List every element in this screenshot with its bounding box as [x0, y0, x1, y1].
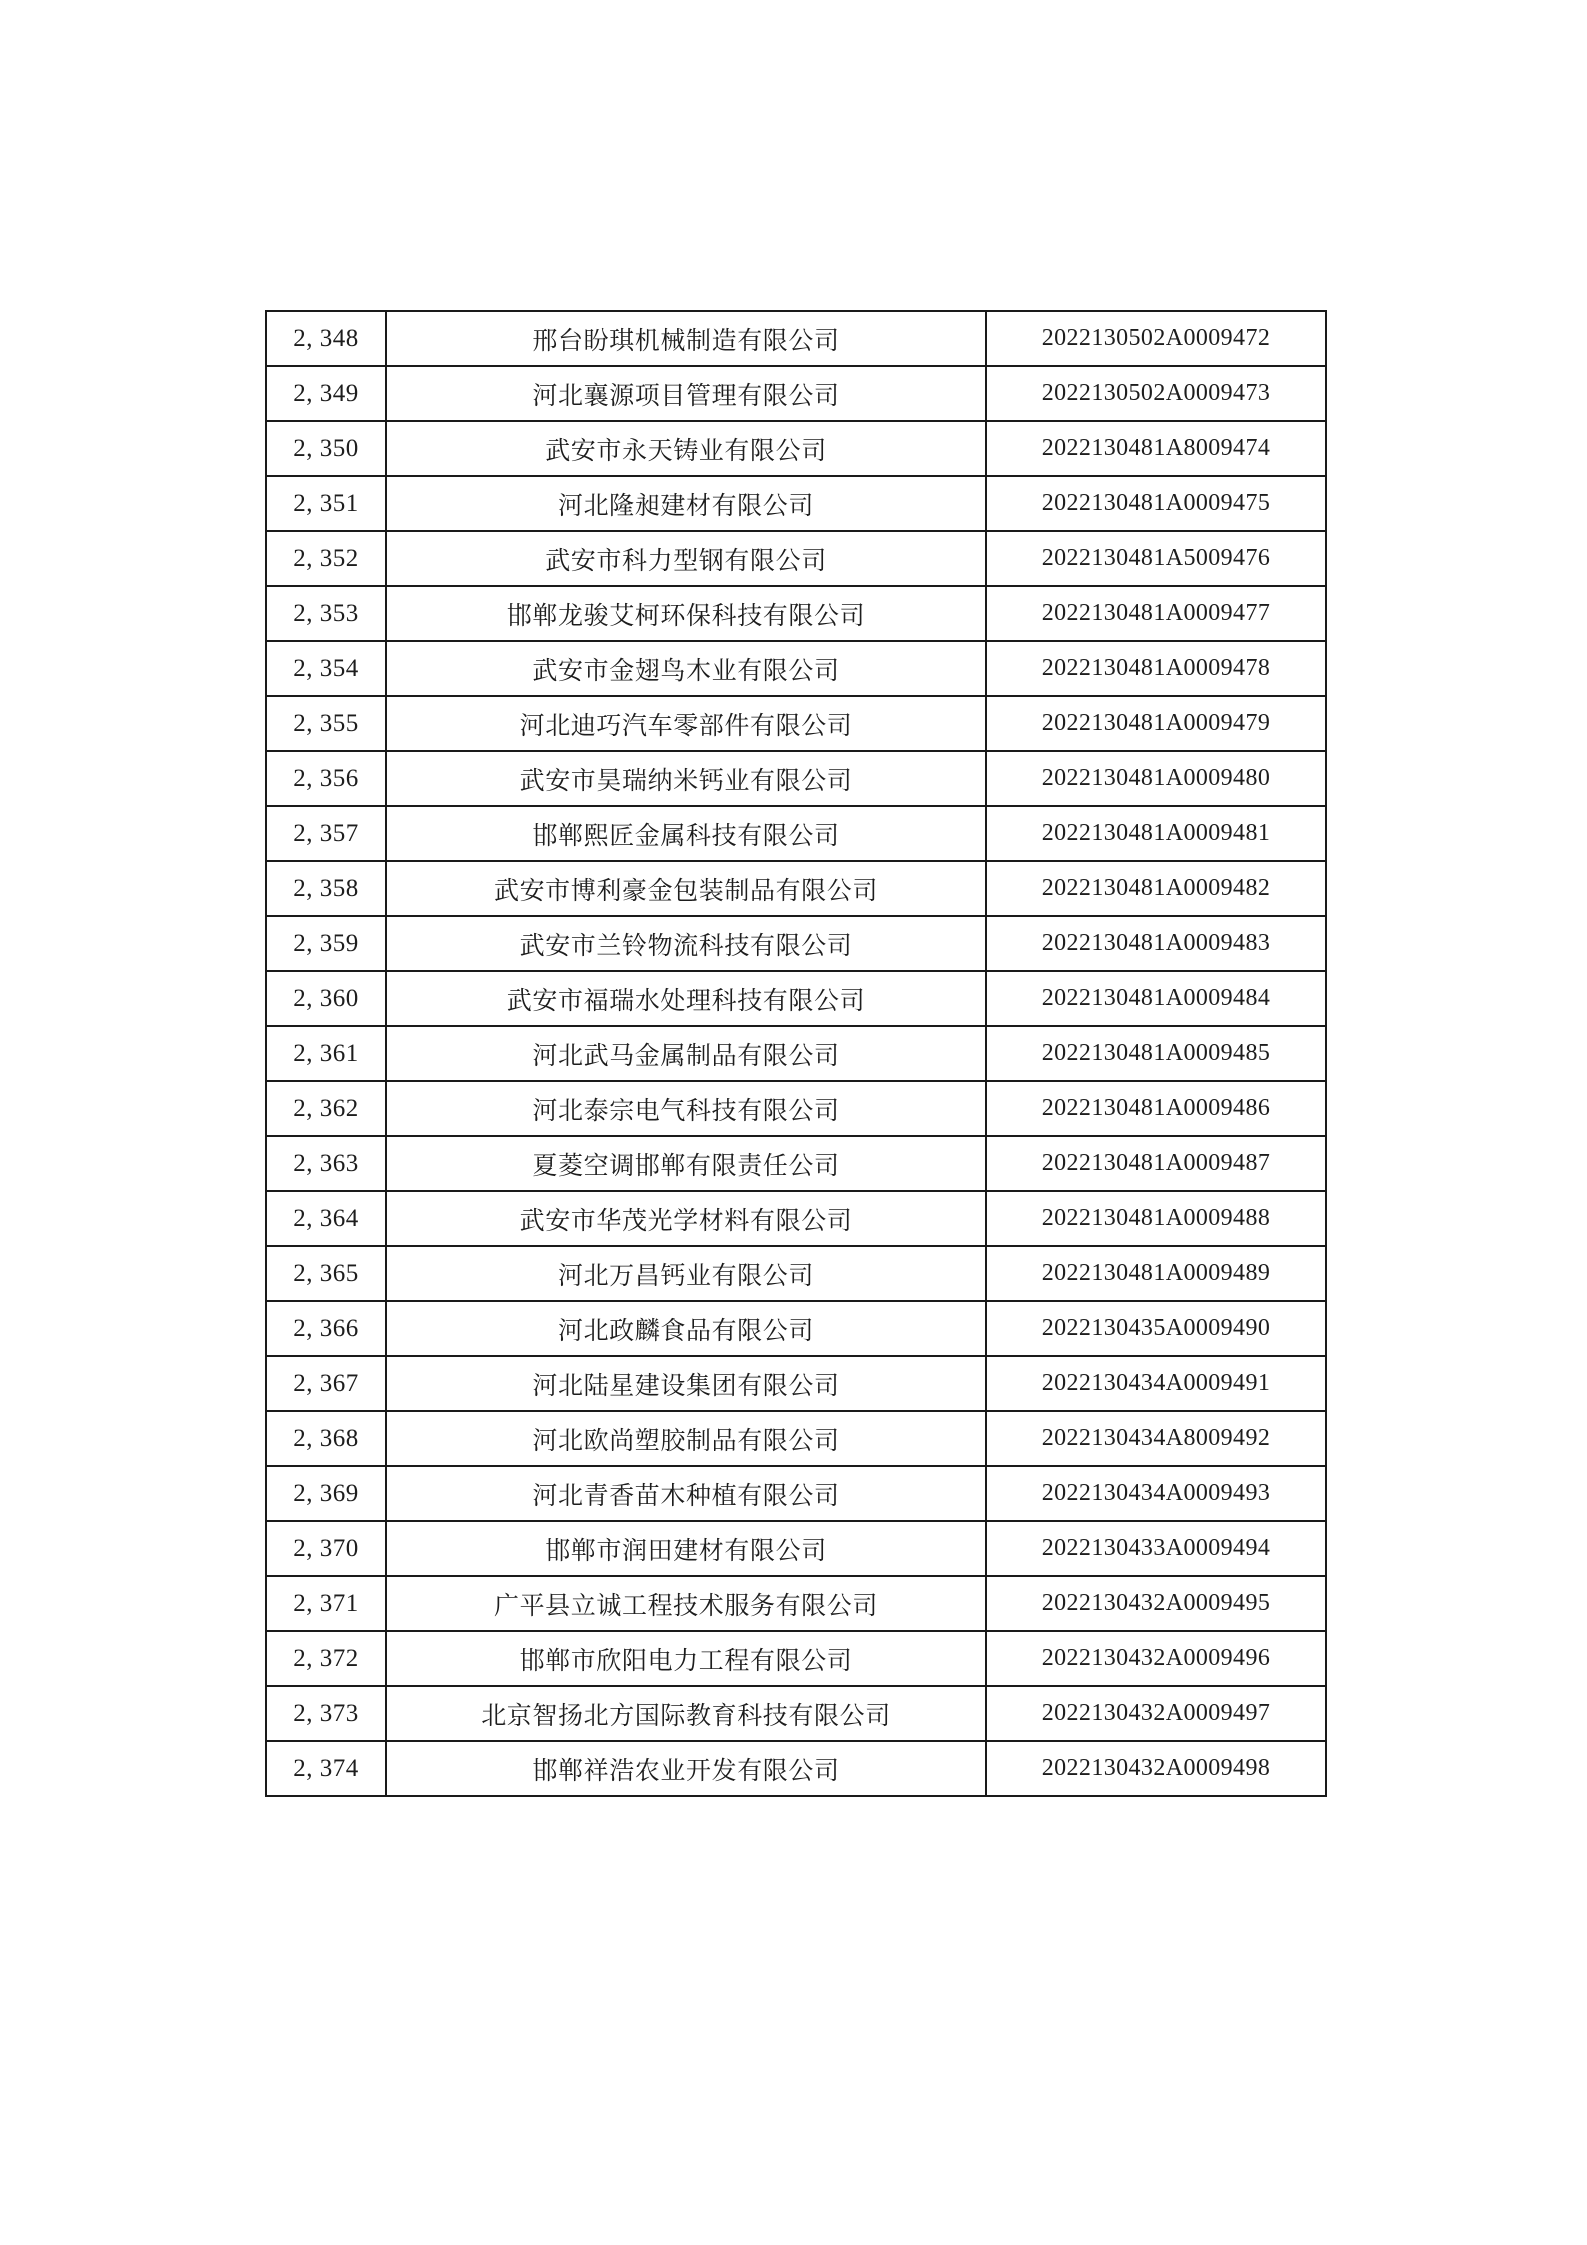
row-index-cell: 2, 350: [266, 421, 386, 476]
registration-code-cell: 2022130432A0009497: [986, 1686, 1326, 1741]
row-index-cell: 2, 367: [266, 1356, 386, 1411]
enterprise-name-cell: 武安市金翅鸟木业有限公司: [386, 641, 986, 696]
table-row: [266, 1686, 1326, 1741]
row-index-cell: 2, 366: [266, 1301, 386, 1356]
registration-code-cell: 2022130432A0009495: [986, 1576, 1326, 1631]
registration-code-cell: 2022130481A0009485: [986, 1026, 1326, 1081]
enterprise-name-cell: 武安市昊瑞纳米钙业有限公司: [386, 751, 986, 806]
enterprise-name-cell: 邯郸市欣阳电力工程有限公司: [386, 1631, 986, 1686]
row-index-cell: 2, 354: [266, 641, 386, 696]
row-index-cell: 2, 362: [266, 1081, 386, 1136]
table-row: [266, 1026, 1326, 1081]
registration-code-cell: 2022130502A0009473: [986, 366, 1326, 421]
row-index-cell: 2, 348: [266, 311, 386, 366]
row-index-cell: 2, 371: [266, 1576, 386, 1631]
enterprise-name-cell: 河北政麟食品有限公司: [386, 1301, 986, 1356]
table-row: [266, 861, 1326, 916]
enterprise-name-cell: 河北迪巧汽车零部件有限公司: [386, 696, 986, 751]
registration-code-cell: 2022130481A0009475: [986, 476, 1326, 531]
enterprise-name-cell: 夏菱空调邯郸有限责任公司: [386, 1136, 986, 1191]
row-index-cell: 2, 370: [266, 1521, 386, 1576]
row-index-cell: 2, 363: [266, 1136, 386, 1191]
table-row: [266, 311, 1326, 366]
table-row: [266, 366, 1326, 421]
enterprise-name-cell: 河北泰宗电气科技有限公司: [386, 1081, 986, 1136]
row-index-cell: 2, 374: [266, 1741, 386, 1796]
enterprise-name-cell: 武安市福瑞水处理科技有限公司: [386, 971, 986, 1026]
enterprise-name-cell: 河北陆星建设集团有限公司: [386, 1356, 986, 1411]
table-row: [266, 1521, 1326, 1576]
table-row: [266, 1411, 1326, 1466]
enterprise-name-cell: 武安市博利豪金包装制品有限公司: [386, 861, 986, 916]
enterprise-name-cell: 北京智扬北方国际教育科技有限公司: [386, 1686, 986, 1741]
table-row: [266, 1631, 1326, 1686]
table-row: [266, 1136, 1326, 1191]
registration-code-cell: 2022130481A0009479: [986, 696, 1326, 751]
row-index-cell: 2, 353: [266, 586, 386, 641]
row-index-cell: 2, 358: [266, 861, 386, 916]
row-index-cell: 2, 360: [266, 971, 386, 1026]
registration-code-cell: 2022130481A0009489: [986, 1246, 1326, 1301]
table-body: [266, 311, 1326, 1796]
table-row: [266, 751, 1326, 806]
table-row: [266, 476, 1326, 531]
table-row: [266, 1576, 1326, 1631]
row-index-cell: 2, 352: [266, 531, 386, 586]
registration-code-cell: 2022130433A0009494: [986, 1521, 1326, 1576]
enterprise-name-cell: 河北隆昶建材有限公司: [386, 476, 986, 531]
row-index-cell: 2, 369: [266, 1466, 386, 1521]
enterprise-name-cell: 邯郸祥浩农业开发有限公司: [386, 1741, 986, 1796]
table-row: [266, 1741, 1326, 1796]
row-index-cell: 2, 361: [266, 1026, 386, 1081]
table-row: [266, 696, 1326, 751]
table-row: [266, 971, 1326, 1026]
enterprise-name-cell: 河北万昌钙业有限公司: [386, 1246, 986, 1301]
registration-code-cell: 2022130481A0009482: [986, 861, 1326, 916]
enterprise-name-cell: 河北青香苗木种植有限公司: [386, 1466, 986, 1521]
row-index-cell: 2, 359: [266, 916, 386, 971]
table-row: [266, 1301, 1326, 1356]
enterprise-name-cell: 武安市永天铸业有限公司: [386, 421, 986, 476]
registration-code-cell: 2022130481A0009486: [986, 1081, 1326, 1136]
enterprise-name-cell: 邯郸市润田建材有限公司: [386, 1521, 986, 1576]
enterprise-name-cell: 武安市华茂光学材料有限公司: [386, 1191, 986, 1246]
table-row: [266, 1081, 1326, 1136]
registration-code-cell: 2022130481A0009483: [986, 916, 1326, 971]
row-index-cell: 2, 357: [266, 806, 386, 861]
enterprise-name-cell: 武安市兰铃物流科技有限公司: [386, 916, 986, 971]
table-row: [266, 586, 1326, 641]
registration-code-cell: 2022130435A0009490: [986, 1301, 1326, 1356]
row-index-cell: 2, 349: [266, 366, 386, 421]
registration-code-cell: 2022130481A5009476: [986, 531, 1326, 586]
registration-code-cell: 2022130481A0009487: [986, 1136, 1326, 1191]
table-row: [266, 641, 1326, 696]
enterprise-name-cell: 河北武马金属制品有限公司: [386, 1026, 986, 1081]
registration-code-cell: 2022130481A0009481: [986, 806, 1326, 861]
table-row: [266, 1356, 1326, 1411]
table-row: [266, 1246, 1326, 1301]
row-index-cell: 2, 356: [266, 751, 386, 806]
enterprise-listing-table-container: [265, 310, 1325, 1797]
registration-code-cell: 2022130481A0009478: [986, 641, 1326, 696]
row-index-cell: 2, 373: [266, 1686, 386, 1741]
registration-code-cell: 2022130434A0009491: [986, 1356, 1326, 1411]
table-row: [266, 421, 1326, 476]
registration-code-cell: 2022130481A8009474: [986, 421, 1326, 476]
enterprise-name-cell: 河北欧尚塑胶制品有限公司: [386, 1411, 986, 1466]
registration-code-cell: 2022130502A0009472: [986, 311, 1326, 366]
registration-code-cell: 2022130481A0009480: [986, 751, 1326, 806]
enterprise-name-cell: 邯郸龙骏艾柯环保科技有限公司: [386, 586, 986, 641]
table-row: [266, 1191, 1326, 1246]
registration-code-cell: 2022130432A0009496: [986, 1631, 1326, 1686]
enterprise-name-cell: 邢台盼琪机械制造有限公司: [386, 311, 986, 366]
table-row: [266, 531, 1326, 586]
table-row: [266, 806, 1326, 861]
row-index-cell: 2, 368: [266, 1411, 386, 1466]
table-row: [266, 1466, 1326, 1521]
enterprise-name-cell: 邯郸熙匠金属科技有限公司: [386, 806, 986, 861]
enterprise-name-cell: 广平县立诚工程技术服务有限公司: [386, 1576, 986, 1631]
row-index-cell: 2, 364: [266, 1191, 386, 1246]
registration-code-cell: 2022130481A0009488: [986, 1191, 1326, 1246]
table-row: [266, 916, 1326, 971]
registration-code-cell: 2022130481A0009484: [986, 971, 1326, 1026]
enterprise-name-cell: 武安市科力型钢有限公司: [386, 531, 986, 586]
registration-code-cell: 2022130481A0009477: [986, 586, 1326, 641]
registration-code-cell: 2022130434A8009492: [986, 1411, 1326, 1466]
row-index-cell: 2, 355: [266, 696, 386, 751]
enterprise-name-cell: 河北襄源项目管理有限公司: [386, 366, 986, 421]
enterprise-listing-table: [265, 310, 1327, 1797]
row-index-cell: 2, 372: [266, 1631, 386, 1686]
row-index-cell: 2, 351: [266, 476, 386, 531]
row-index-cell: 2, 365: [266, 1246, 386, 1301]
registration-code-cell: 2022130432A0009498: [986, 1741, 1326, 1796]
registration-code-cell: 2022130434A0009493: [986, 1466, 1326, 1521]
